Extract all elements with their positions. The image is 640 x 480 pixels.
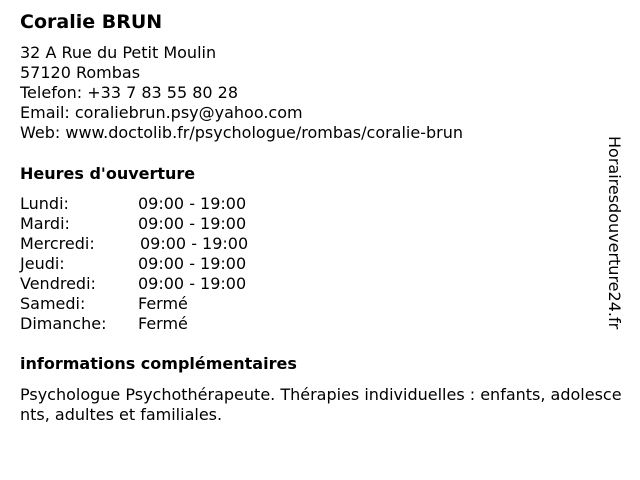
address-street: 32 A Rue du Petit Moulin (20, 43, 217, 62)
day-label: Vendredi: (20, 274, 96, 293)
day-label: Mardi: (20, 214, 70, 233)
listing-title: Coralie BRUN (20, 11, 163, 33)
hours-value: 09:00 - 19:00 (138, 254, 247, 273)
day-label: Mercredi: (20, 234, 95, 253)
day-label: Samedi: (20, 294, 86, 313)
hours-value: 09:00 - 19:00 (138, 214, 247, 233)
site-watermark: Horairesdouverture24.fr (605, 136, 624, 330)
website-address: Web: www.doctolib.fr/psychologue/rombas/coralie-brun (20, 123, 464, 142)
additional-info-text: Psychologue Psychothérapeute. Thérapies individuelles : enfants, adolescents, adultes et familiales. (20, 385, 622, 424)
day-label: Lundi: (20, 194, 69, 213)
hours-value: 09:00 - 19:00 (138, 194, 247, 213)
phone-number: Telefon: +33 7 83 55 80 28 (20, 83, 239, 102)
hours-value: Fermé (138, 314, 188, 333)
address-city: 57120 Rombas (20, 63, 141, 82)
contact-block (20, 43, 463, 143)
hours-value: 09:00 - 19:00 (140, 234, 249, 253)
email-address: Email: coraliebrun.psy@yahoo.com (20, 103, 303, 122)
additional-info-heading: informations complémentaires (20, 354, 297, 373)
day-label: Jeudi: (20, 254, 65, 273)
opening-hours-heading: Heures d'ouverture (20, 164, 196, 183)
hours-value: 09:00 - 19:00 (138, 274, 247, 293)
hours-value: Fermé (138, 294, 188, 313)
day-label: Dimanche: (20, 314, 107, 333)
